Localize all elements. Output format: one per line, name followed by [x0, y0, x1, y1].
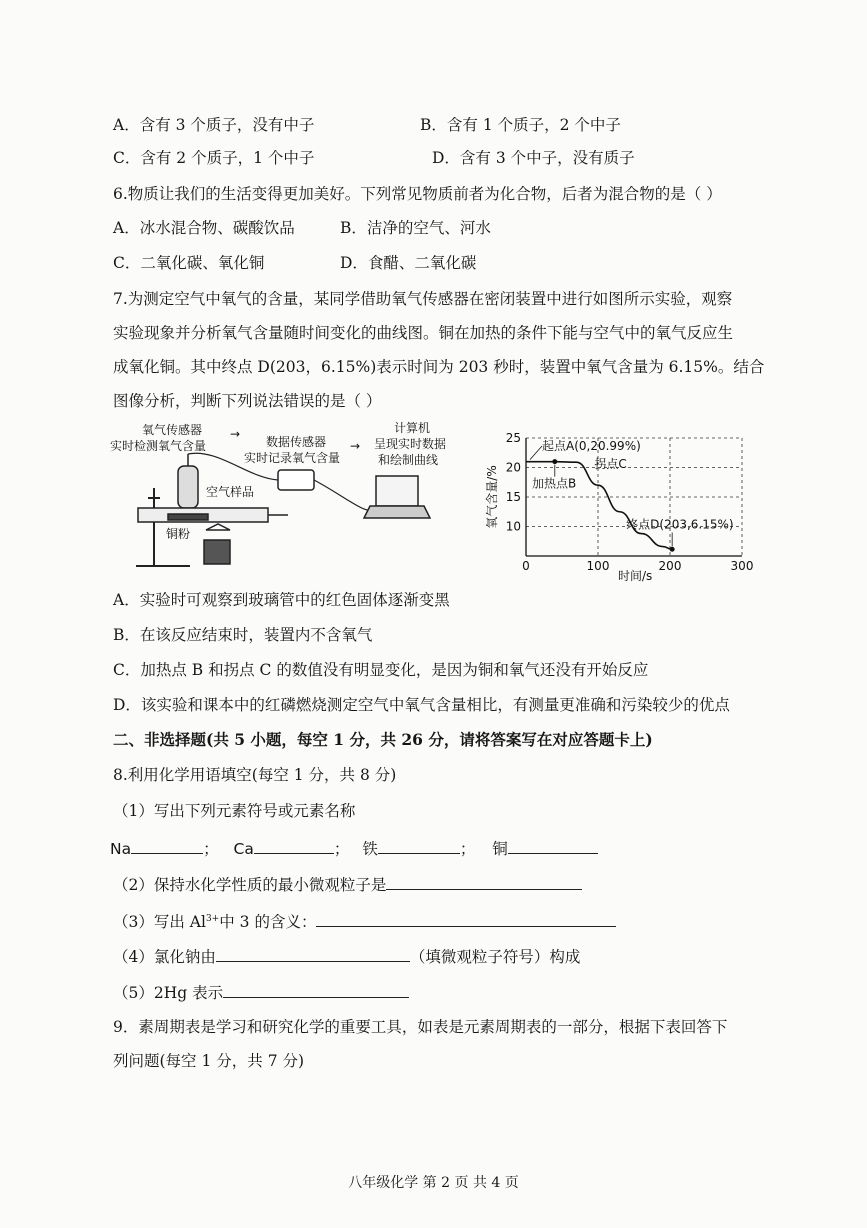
na-blank[interactable]	[131, 837, 203, 854]
x-tick-label: 0	[522, 559, 530, 573]
x-tick-label: 100	[586, 559, 610, 573]
computer-label-1: 计算机	[394, 421, 431, 435]
x-tick-label: 200	[658, 559, 682, 573]
data-point	[670, 547, 675, 552]
data-sensor-label-2: 实时记录氧气含量	[244, 451, 341, 465]
section-heading: 二、非选择题(共 5 小题，每空 1 分，共 26 分，请将答案写在对应答题卡上)	[113, 730, 653, 749]
annotation-a: 起点A(0,20.99%)	[542, 439, 641, 453]
arrow-icon: →	[350, 439, 361, 453]
annotation-c: 拐点C	[594, 457, 627, 472]
q5-option-a: A．含有 3 个质子，没有中子	[113, 116, 315, 134]
fe-blank[interactable]	[378, 837, 460, 854]
x-axis-label: 时间/s	[618, 569, 653, 583]
cu-blank[interactable]	[508, 837, 598, 854]
data-sensor-label-1: 数据传感器	[266, 435, 327, 449]
y-tick-label: 20	[505, 460, 521, 475]
q8-stem: 8.利用化学用语填空(每空 1 分，共 8 分)	[113, 766, 397, 784]
air-sample-label: 空气样品	[206, 485, 255, 499]
hg-blank[interactable]	[223, 981, 409, 998]
data-logger-icon	[278, 470, 314, 490]
oxygen-curve	[526, 462, 672, 550]
glass-tube-icon	[138, 508, 288, 522]
q8-part2: （2）保持水化学性质的最小微观粒子是	[113, 873, 582, 895]
y-tick-label: 15	[505, 490, 521, 504]
q8-part1: （1）写出下列元素符号或元素名称	[113, 802, 356, 820]
annotation-b: 加热点B	[532, 476, 577, 491]
q6-option-a: A．冰水混合物、碳酸饮品	[113, 219, 295, 237]
y-tick-label: 10	[505, 519, 521, 534]
q5-option-b: B．含有 1 个质子，2 个中子	[420, 116, 621, 134]
sensor-label-1: 氧气传感器	[142, 423, 203, 437]
data-point	[552, 459, 557, 464]
q8-part3: （3）写出 $Al^{3+}$中 3 的含义：	[113, 909, 616, 932]
q9-stem-line2: 列问题(每空 1 分，共 7 分)	[113, 1052, 305, 1070]
computer-label-2: 呈现实时数据	[374, 437, 447, 451]
oxygen-sensor-icon	[178, 454, 198, 508]
q6-option-c: C．二氧化碳、氧化铜	[113, 254, 265, 272]
burner-icon	[204, 524, 230, 564]
annotation-a-pointer	[530, 446, 542, 460]
arrow-icon: →	[230, 427, 241, 441]
q5-option-c: C．含有 2 个质子，1 个中子	[113, 149, 315, 167]
ca-label: Ca	[233, 840, 254, 858]
na-label: Na	[110, 840, 132, 858]
annotation-d: 终点D(203,6.15%)	[626, 517, 734, 532]
q8-part4: （4）氯化钠由 （填微观粒子符号）构成	[113, 945, 580, 967]
q7-stem-line1: 7.为测定空气中氧气的含量，某同学借助氧气传感器在密闭装置中进行如图所示实验，观察	[113, 290, 733, 308]
q9-stem-line1: 9．素周期表是学习和研究化学的重要工具，如表是元素周期表的一部分，根据下表回答下	[113, 1018, 728, 1036]
ca-blank[interactable]	[254, 837, 334, 854]
q8-symbols-line: Na ； Ca ； 铁 ； 铜	[110, 837, 598, 859]
q5-option-d: D．含有 3 个中子，没有质子	[432, 149, 635, 167]
logger-wire	[314, 480, 378, 511]
y-tick-label: 25	[505, 431, 521, 445]
q8-part5: （5）2Hg 表示	[113, 981, 409, 1003]
x-tick-label: 300	[730, 559, 754, 573]
laptop-icon	[364, 476, 430, 518]
q7-option-c: C．加热点 B 和拐点 C 的数值没有明显变化，是因为铜和氧气还没有开始反应	[113, 661, 649, 679]
cu-label: 铜	[492, 840, 508, 858]
q7-option-d: D．该实验和课本中的红磷燃烧测定空气中氧气含量相比，有测量更准确和污染较少的优点	[113, 696, 730, 714]
q6-option-d: D．食醋、二氧化碳	[340, 254, 477, 272]
q6-option-b: B．洁净的空气、河水	[340, 219, 491, 237]
page-footer: 八年级化学 第 2 页 共 4 页	[348, 1175, 519, 1191]
water-particle-blank[interactable]	[386, 873, 582, 890]
sensor-label-2: 实时检测氧气含量	[110, 439, 207, 453]
q7-option-a: A．实验时可观察到玻璃管中的红色固体逐渐变黑	[113, 591, 450, 609]
q6-stem: 6.物质让我们的生活变得更加美好。下列常见物质前者为化合物，后者为混合物的是（ ）	[113, 185, 722, 203]
fe-label: 铁	[362, 840, 378, 858]
al-meaning-blank[interactable]	[316, 910, 616, 927]
q7-stem-line2: 实验现象并分析氧气含量随时间变化的曲线图。铜在加热的条件下能与空气中的氧气反应生	[113, 324, 734, 342]
q7-option-b: B．在该反应结束时，装置内不含氧气	[113, 626, 373, 644]
q7-stem-line3: 成氧化铜。其中终点 D(203，6.15%)表示时间为 203 秒时，装置中氧气含量为 6.15%。结合	[113, 358, 765, 376]
apparatus-figure	[108, 418, 488, 578]
nacl-blank[interactable]	[216, 945, 410, 962]
q7-stem-line4: 图像分析，判断下列说法错误的是（ ）	[113, 392, 382, 410]
oxygen-content-chart	[480, 420, 760, 588]
copper-powder-label: 铜粉	[166, 527, 191, 541]
y-axis-label: 氧气含量/%	[485, 465, 499, 529]
computer-label-3: 和绘制曲线	[378, 453, 439, 467]
